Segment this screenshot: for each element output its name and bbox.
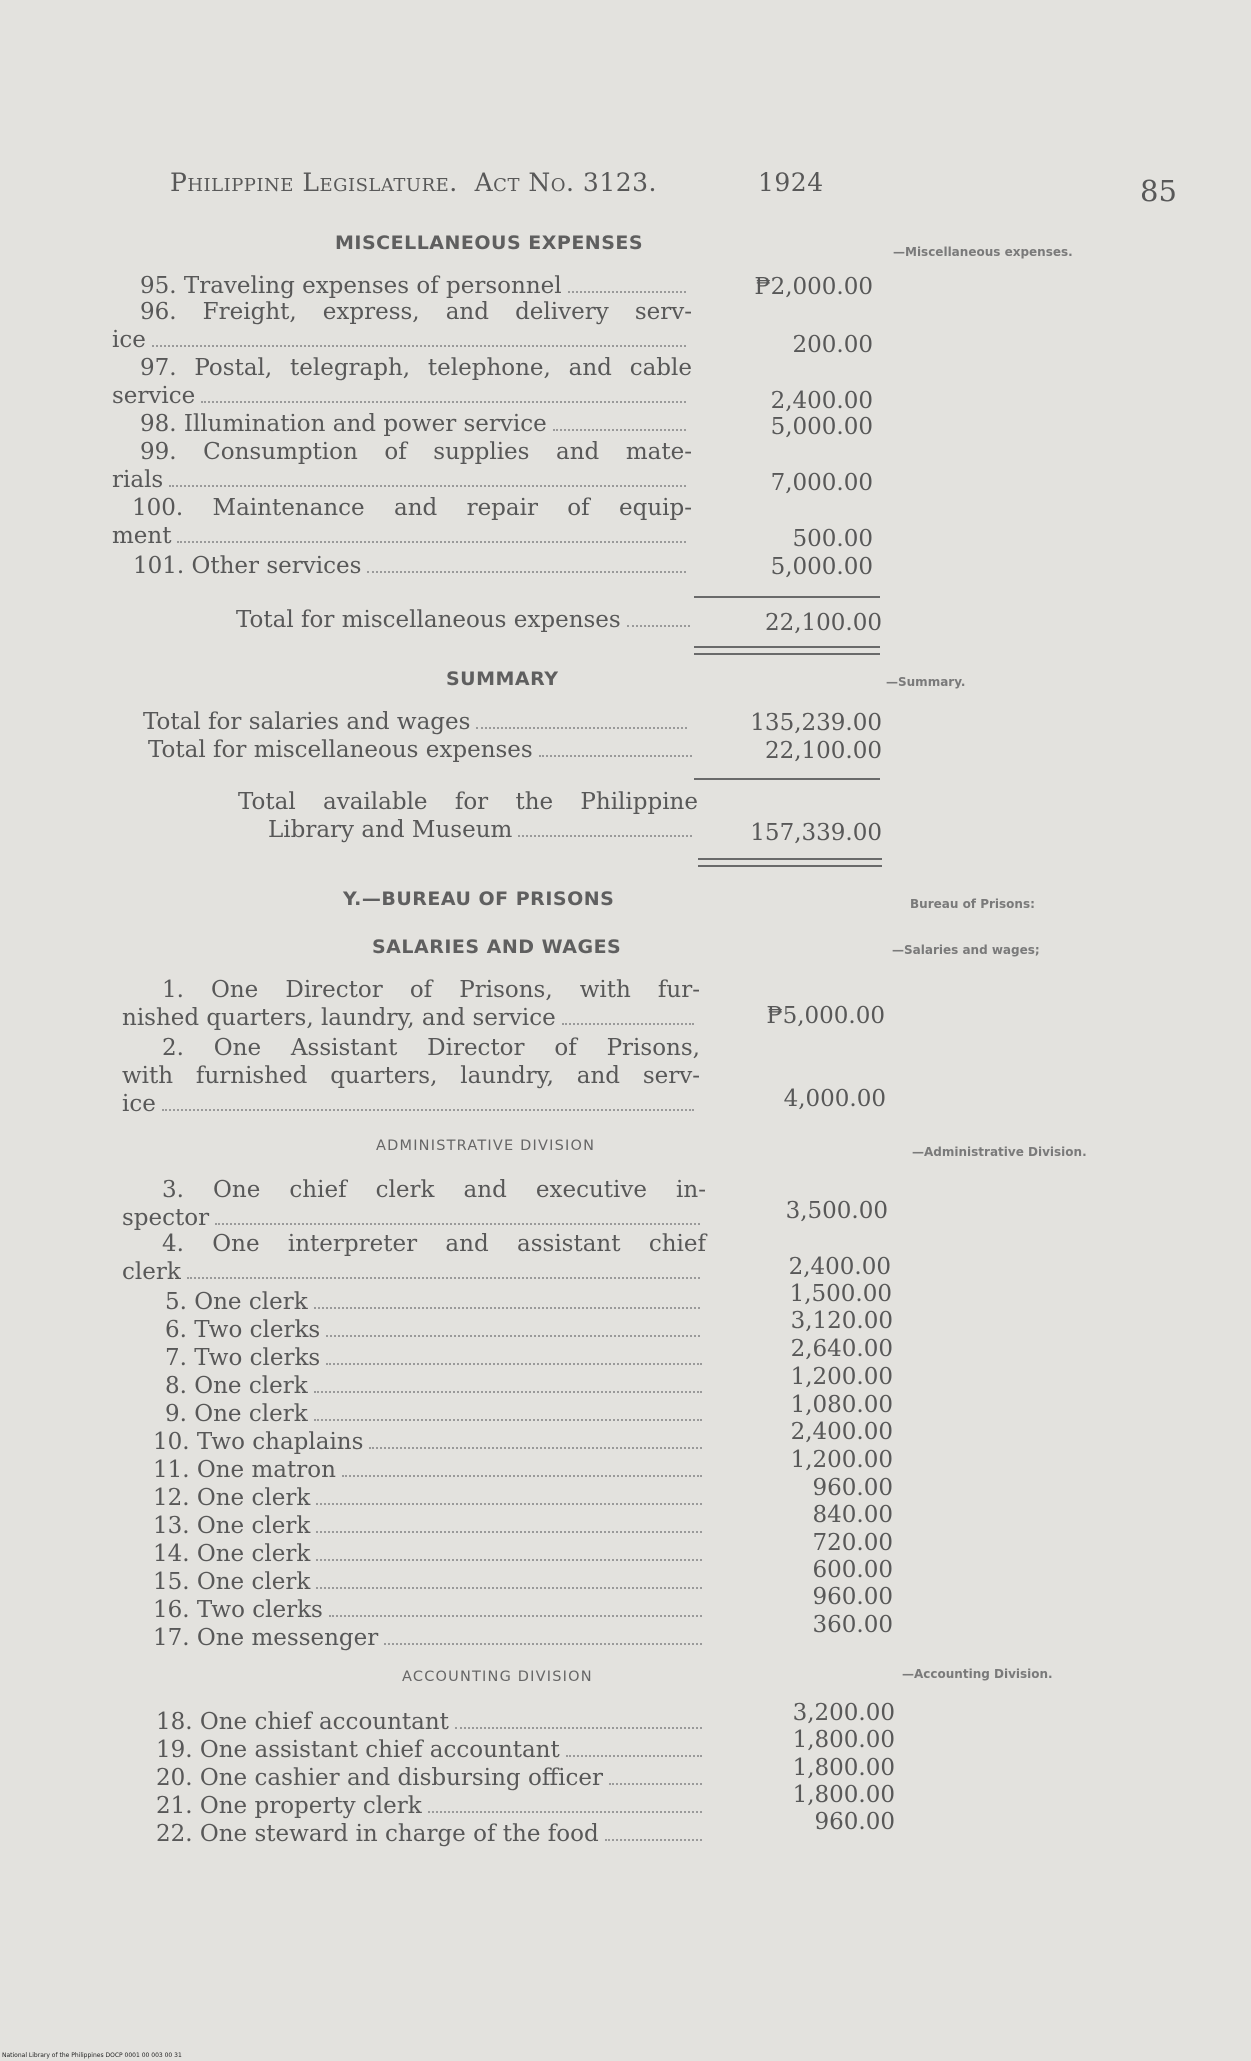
admin-heading: ADMINISTRATIVE DIVISION: [376, 1138, 596, 1154]
misc-item-label: 98. Illumination and power service: [140, 411, 547, 437]
misc-item-amount: 5,000.00: [770, 414, 873, 440]
leader-dots: [455, 1727, 702, 1729]
leader-dots: [329, 1615, 702, 1617]
leader-dots: [316, 1559, 702, 1561]
misc-item-98: [140, 410, 692, 438]
leader-dots: [627, 625, 690, 627]
misc-item-line: 99. Consumption of supplies and mate-: [140, 439, 692, 465]
header-prefix: Philippine Legislature.: [170, 168, 458, 197]
prisons-salaries-margin-note: —Salaries and wages;: [892, 943, 1040, 957]
misc-total-amount: 22,100.00: [764, 610, 882, 636]
leader-dots: [215, 1223, 700, 1225]
admin-item-label: 14. One clerk: [153, 1541, 311, 1567]
misc-item-99: [112, 438, 692, 494]
misc-item-amount: 7,000.00: [770, 470, 873, 496]
admin-item-line: 4. One interpreter and assistant chief: [162, 1231, 706, 1257]
prisons-item-line: with furnished quarters, laundry, and serv-: [122, 1063, 700, 1089]
misc-item-line: 100. Maintenance and repair of equip-: [132, 495, 692, 521]
admin-item-12: [153, 1484, 708, 1512]
admin-item-amount: 1,080.00: [790, 1392, 893, 1418]
misc-heading: MISCELLANEOUS EXPENSES: [335, 232, 644, 254]
summary-salaries-label: Total for salaries and wages: [143, 709, 471, 735]
admin-item-3: [122, 1176, 706, 1232]
summary-salaries: [143, 708, 693, 736]
admin-item-label: 6. Two clerks: [165, 1317, 321, 1343]
summary-total-line: Total available for the Philippine: [238, 789, 698, 815]
header-act: Act No. 3123.: [474, 168, 657, 197]
accounting-item-21: [156, 1792, 708, 1820]
leader-dots: [562, 1023, 694, 1025]
prisons-item-2: [122, 1034, 700, 1118]
leader-dots: [152, 345, 686, 347]
leader-dots: [568, 291, 686, 293]
leader-dots: [428, 1811, 702, 1813]
header-year: 1924: [758, 168, 824, 197]
admin-item-label: 5. One clerk: [165, 1289, 308, 1315]
admin-item-amount: 600.00: [812, 1557, 893, 1583]
misc-item-label: ice: [112, 327, 146, 353]
prisons-item-line: 2. One Assistant Director of Prisons,: [162, 1035, 700, 1061]
admin-item-line: 3. One chief clerk and executive in-: [162, 1177, 706, 1203]
admin-item-15: [153, 1568, 708, 1596]
leader-dots: [314, 1307, 700, 1309]
total-double-rule: [698, 858, 882, 867]
summary-salaries-amount: 135,239.00: [750, 710, 882, 736]
admin-item-11: [153, 1456, 708, 1484]
accounting-item-label: 22. One steward in charge of the food: [156, 1821, 599, 1847]
admin-item-4: [122, 1230, 706, 1286]
misc-item-amount: 200.00: [792, 332, 873, 358]
prisons-item-amount: ₱5,000.00: [766, 1003, 885, 1029]
leader-dots: [169, 485, 686, 487]
prisons-heading: Y.—BUREAU OF PRISONS: [343, 888, 615, 910]
admin-item-amount: 2,400.00: [788, 1254, 891, 1280]
admin-item-label: 12. One clerk: [153, 1485, 311, 1511]
admin-item-6: [165, 1316, 706, 1344]
admin-item-label: 7. Two clerks: [165, 1345, 321, 1371]
admin-item-label: 10. Two chaplains: [153, 1429, 364, 1455]
leader-dots: [367, 571, 686, 573]
admin-item-label: 16. Two clerks: [153, 1597, 323, 1623]
total-rule: [694, 778, 880, 780]
misc-item-97: [112, 354, 692, 410]
admin-item-5: [165, 1288, 706, 1316]
misc-item-label: rials: [112, 467, 164, 493]
misc-item-96: [112, 298, 692, 354]
admin-item-amount: 960.00: [812, 1584, 893, 1610]
leader-dots: [177, 541, 686, 543]
leader-dots: [609, 1783, 702, 1785]
leader-dots: [314, 1419, 702, 1421]
accounting-item-22: [156, 1820, 708, 1848]
admin-item-amount: 1,200.00: [790, 1364, 893, 1390]
misc-item-101: [133, 552, 692, 580]
leader-dots: [342, 1475, 702, 1477]
accounting-margin-note: —Accounting Division.: [902, 1667, 1053, 1681]
admin-item-label: 17. One messenger: [153, 1625, 379, 1651]
admin-item-label: spector: [122, 1205, 210, 1231]
admin-item-14: [153, 1540, 708, 1568]
summary-total-amount: 157,339.00: [750, 820, 882, 846]
leader-dots: [326, 1335, 700, 1337]
leader-dots: [384, 1643, 702, 1645]
admin-item-amount: 960.00: [812, 1475, 893, 1501]
leader-dots: [316, 1531, 702, 1533]
accounting-item-amount: 3,200.00: [792, 1700, 895, 1726]
leader-dots: [369, 1447, 702, 1449]
leader-dots: [316, 1503, 702, 1505]
admin-item-label: 9. One clerk: [165, 1401, 308, 1427]
leader-dots: [162, 1109, 694, 1111]
accounting-item-label: 18. One chief accountant: [156, 1709, 449, 1735]
misc-item-label: 101. Other services: [133, 553, 362, 579]
leader-dots: [553, 429, 686, 431]
misc-item-amount: 500.00: [792, 526, 873, 552]
prisons-item-amount: 4,000.00: [783, 1086, 886, 1112]
summary-misc-amount: 22,100.00: [764, 738, 882, 764]
prisons-item-line: 1. One Director of Prisons, with fur-: [162, 977, 700, 1003]
leader-dots: [316, 1587, 702, 1589]
admin-margin-note: —Administrative Division.: [912, 1145, 1087, 1159]
misc-item-line: 96. Freight, express, and delivery serv-: [140, 299, 692, 325]
page-number: 85: [1140, 174, 1177, 208]
admin-item-amount: 360.00: [812, 1612, 893, 1638]
misc-item-95: [140, 272, 692, 300]
misc-item-100: [112, 494, 692, 550]
admin-item-7: [165, 1344, 708, 1372]
summary-misc-label: Total for miscellaneous expenses: [148, 737, 533, 763]
leader-dots: [314, 1391, 702, 1393]
summary-total-label: Library and Museum: [268, 817, 513, 843]
admin-item-10: [153, 1428, 708, 1456]
summary-misc: [148, 736, 698, 764]
leader-dots: [539, 755, 692, 757]
admin-item-17: [153, 1624, 708, 1652]
admin-item-amount: 3,120.00: [790, 1308, 893, 1334]
leader-dots: [566, 1755, 702, 1757]
admin-item-label: 13. One clerk: [153, 1513, 311, 1539]
admin-item-amount: 840.00: [812, 1502, 893, 1528]
misc-item-amount: 5,000.00: [770, 554, 873, 580]
misc-item-label: ment: [112, 523, 172, 549]
accounting-item-amount: 960.00: [814, 1809, 895, 1835]
prisons-margin-note: Bureau of Prisons:: [910, 897, 1035, 911]
summary-heading: SUMMARY: [446, 668, 559, 690]
admin-item-13: [153, 1512, 708, 1540]
admin-item-label: 15. One clerk: [153, 1569, 311, 1595]
misc-item-line: 97. Postal, telegraph, telephone, and cable: [140, 355, 692, 381]
accounting-item-label: 20. One cashier and disbursing officer: [156, 1765, 603, 1791]
misc-item-label: 95. Traveling expenses of personnel: [140, 273, 562, 299]
accounting-heading: ACCOUNTING DIVISION: [402, 1669, 593, 1685]
misc-item-label: service: [112, 383, 196, 409]
accounting-item-19: [156, 1736, 708, 1764]
leader-dots: [476, 727, 687, 729]
accounting-item-amount: 1,800.00: [792, 1782, 895, 1808]
admin-item-label: 8. One clerk: [165, 1373, 308, 1399]
accounting-item-20: [156, 1764, 708, 1792]
misc-item-amount: 2,400.00: [770, 388, 873, 414]
accounting-item-18: [156, 1708, 708, 1736]
leader-dots: [518, 835, 692, 837]
admin-item-amount: 3,500.00: [785, 1198, 888, 1224]
summary-margin-note: —Summary.: [886, 675, 966, 689]
prisons-item-1: [122, 976, 700, 1032]
leader-dots: [187, 1277, 700, 1279]
page-header: [170, 168, 824, 197]
leader-dots: [605, 1839, 702, 1841]
accounting-item-label: 21. One property clerk: [156, 1793, 422, 1819]
misc-item-amount: ₱2,000.00: [754, 274, 873, 300]
leader-dots: [201, 401, 686, 403]
total-double-rule: [694, 646, 880, 655]
admin-item-amount: 2,400.00: [790, 1419, 893, 1445]
accounting-item-amount: 1,800.00: [792, 1727, 895, 1753]
misc-total-label: Total for miscellaneous expenses: [236, 607, 621, 633]
admin-item-amount: 1,200.00: [790, 1447, 893, 1473]
misc-margin-note: —Miscellaneous expenses.: [893, 245, 1073, 259]
misc-total: [236, 606, 696, 634]
admin-item-label: clerk: [122, 1259, 181, 1285]
prisons-item-label: nished quarters, laundry, and service: [122, 1005, 556, 1031]
admin-item-amount: 720.00: [812, 1530, 893, 1556]
admin-item-amount: 1,500.00: [789, 1281, 892, 1307]
admin-item-9: [165, 1400, 708, 1428]
accounting-item-amount: 1,800.00: [792, 1755, 895, 1781]
total-rule: [694, 596, 880, 598]
admin-item-label: 11. One matron: [153, 1457, 336, 1483]
accounting-item-label: 19. One assistant chief accountant: [156, 1737, 560, 1763]
leader-dots: [326, 1363, 702, 1365]
prisons-item-label: ice: [122, 1091, 156, 1117]
admin-item-8: [165, 1372, 708, 1400]
admin-item-16: [153, 1596, 708, 1624]
scan-footer: National Library of the Philippines DOCP 0001 00 003 00 31: [2, 2052, 182, 2059]
prisons-salaries-heading: SALARIES AND WAGES: [372, 936, 622, 958]
admin-item-amount: 2,640.00: [790, 1336, 893, 1362]
summary-total: [238, 788, 698, 844]
